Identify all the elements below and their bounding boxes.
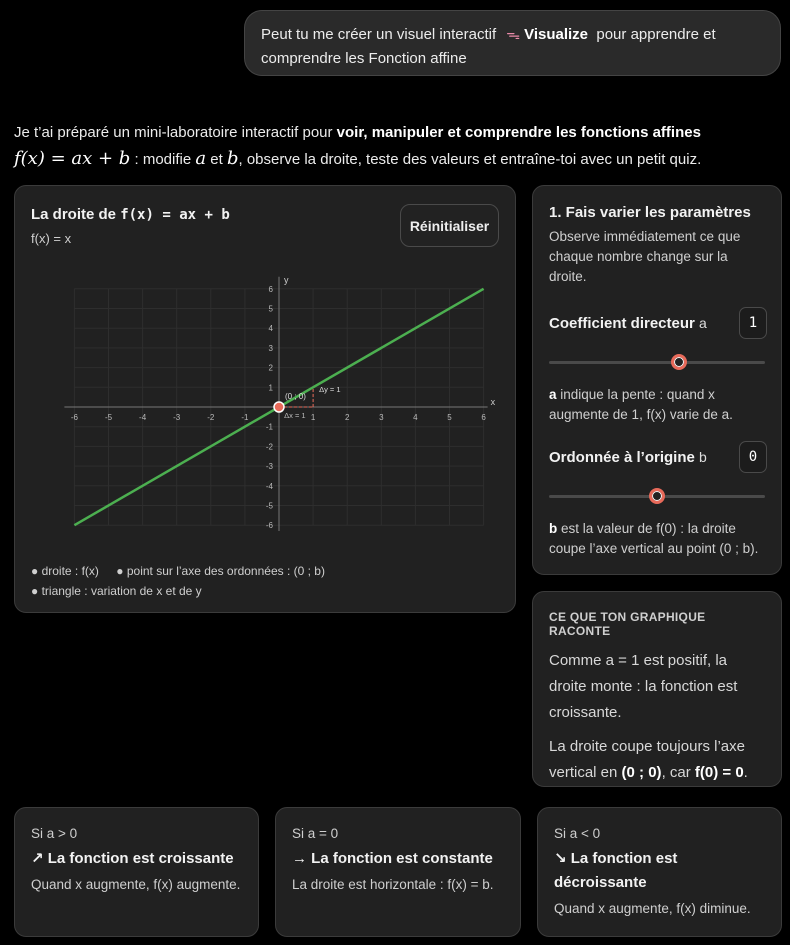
x-tick-label: -6 [70,413,78,422]
params-card [532,185,782,575]
param-b-desc-var: b [549,521,558,536]
x-tick-label: 5 [447,413,452,422]
graph-title-prefix: La droite de [31,206,121,223]
param-b-var: b [699,448,707,465]
user-message-text-end: pour apprendre et comprendre les Fonction affine [261,26,716,67]
param-b-slider[interactable] [549,487,765,505]
y-tick-label: 6 [268,284,273,294]
legend-point: ● point sur l’axe des ordonnées : (0 ; b) [116,564,325,578]
x-tick-label: 4 [413,413,418,422]
x-tick-label: 2 [344,413,350,422]
y-tick-label: -6 [265,521,273,531]
x-axis-label: x [490,397,496,407]
y-tick-label: -3 [265,462,273,472]
case-description: Quand x augmente, f(x) diminue. [554,901,751,916]
story-heading: CE QUE TON GRAPHIQUE RACONTE [549,610,706,638]
param-a-slider[interactable] [549,353,765,371]
param-b-label-text: Ordonnée à l’origine [549,448,695,466]
graph-title [31,206,230,223]
y-tick-label: 3 [268,343,273,353]
x-tick-label: -2 [207,413,215,422]
y-axis-label: y [284,274,289,285]
story-p2-end: . [743,764,748,781]
case-description: La droite est horizontale : f(x) = b. [292,877,494,892]
param-a-slider-thumb[interactable] [671,354,687,370]
intercept-point-label: (0 ; 0) [285,392,306,401]
y-tick-label: -4 [265,481,273,491]
case-condition: Si a = 0 [292,826,339,841]
intro-text-3: et [206,151,227,168]
param-a-desc-text: indique la pente : quand x augmente de 1, f(x) varie de a. [549,387,733,422]
params-subtitle: Observe immédiatement ce que chaque nombre change sur la droite. [549,229,741,284]
intro-formula: f(x) = ax + b [14,148,131,169]
legend-line: ● droite : f(x) [31,564,99,578]
case-description: Quand x augmente, f(x) augmente. [31,877,241,892]
param-a-desc-var: a [549,387,557,402]
user-message-text: Peut tu me créer un visuel interactif [261,26,497,43]
x-tick-label: -1 [241,413,249,422]
intro-text-2: : modifie [130,151,196,168]
case-title: ↘ La fonction est décroissante [554,850,678,891]
graph-card [14,185,516,613]
param-a-label-text: Coefficient directeur [549,314,695,332]
x-tick-label: -5 [104,413,113,422]
param-b-label [549,449,707,466]
assistant-intro [14,120,784,173]
param-b-row [549,441,767,473]
story-paragraph-1: Comme a = 1 est positif, la droite monte : la fonction est croissante. [549,652,738,721]
param-a-slider-track [549,361,765,364]
story-p2-f0: f(0) = 0 [694,764,744,781]
case-card-decreasing [537,807,782,937]
visualize-icon: ᯓ [506,26,521,42]
x-tick-label: 1 [310,413,316,422]
param-a-label [549,315,707,332]
y-tick-label: 4 [268,324,273,334]
params-title: 1. Fais varier les paramètres [549,204,751,221]
case-title: → La fonction est constante [292,850,493,867]
y-tick-label: -1 [265,422,273,432]
case-condition: Si a < 0 [554,826,601,841]
y-tick-label: 5 [268,304,273,314]
x-tick-label: 3 [379,413,384,422]
y-tick-label: -2 [265,442,273,452]
intro-var-b: b [226,148,239,169]
param-a-description [549,385,769,425]
param-a-value-input[interactable]: 1 [739,307,767,339]
param-b-description [549,519,769,559]
y-tick-label: 2 [268,363,273,373]
visualize-badge-label: Visualize [524,26,589,43]
intro-bold: voir, manipuler et comprendre les fonctions affines [336,124,701,141]
function-graph [50,271,500,531]
user-message-bubble [244,10,781,76]
param-b-desc-text: est la valeur de f(0) : la droite coupe l’axe vertical au point (0 ; b). [549,521,759,556]
param-a-var: a [699,314,707,331]
intro-text: Je t’ai préparé un mini-laboratoire interactif pour [14,124,337,141]
intro-var-a: a [195,148,207,169]
y-tick-label: 1 [268,383,273,393]
intro-text-4: , observe la droite, teste des valeurs et entraîne-toi avec un petit quiz. [238,151,702,168]
case-card-increasing [14,807,259,937]
story-p2-mid: , car [661,764,695,781]
delta-x-label: Δx = 1 [284,411,306,420]
intercept-point [274,402,284,412]
story-paragraph-2 [549,734,765,786]
param-b-slider-thumb[interactable] [649,488,665,504]
story-p2-text: La droite coupe toujours l’axe vertical en [549,738,745,781]
param-b-value-input[interactable]: 0 [739,441,767,473]
x-tick-label: -4 [139,413,147,422]
param-a-row [549,307,767,339]
y-tick-label: -5 [265,501,273,511]
case-condition: Si a > 0 [31,826,78,841]
x-tick-label: 6 [481,413,486,422]
reset-button[interactable]: Réinitialiser [400,204,499,247]
current-function: f(x) = x [31,231,72,246]
x-tick-label: -3 [173,413,181,422]
graph-legend [31,561,339,601]
graph-title-formula: f(x) = ax + b [120,207,230,223]
story-p2-point: (0 ; 0) [621,764,662,781]
legend-triangle: ● triangle : variation de x et de y [31,584,202,598]
graph-story-card [532,591,782,787]
case-title: ↗ La fonction est croissante [31,850,234,867]
case-card-constant [275,807,521,937]
delta-y-label: Δy = 1 [319,385,341,395]
